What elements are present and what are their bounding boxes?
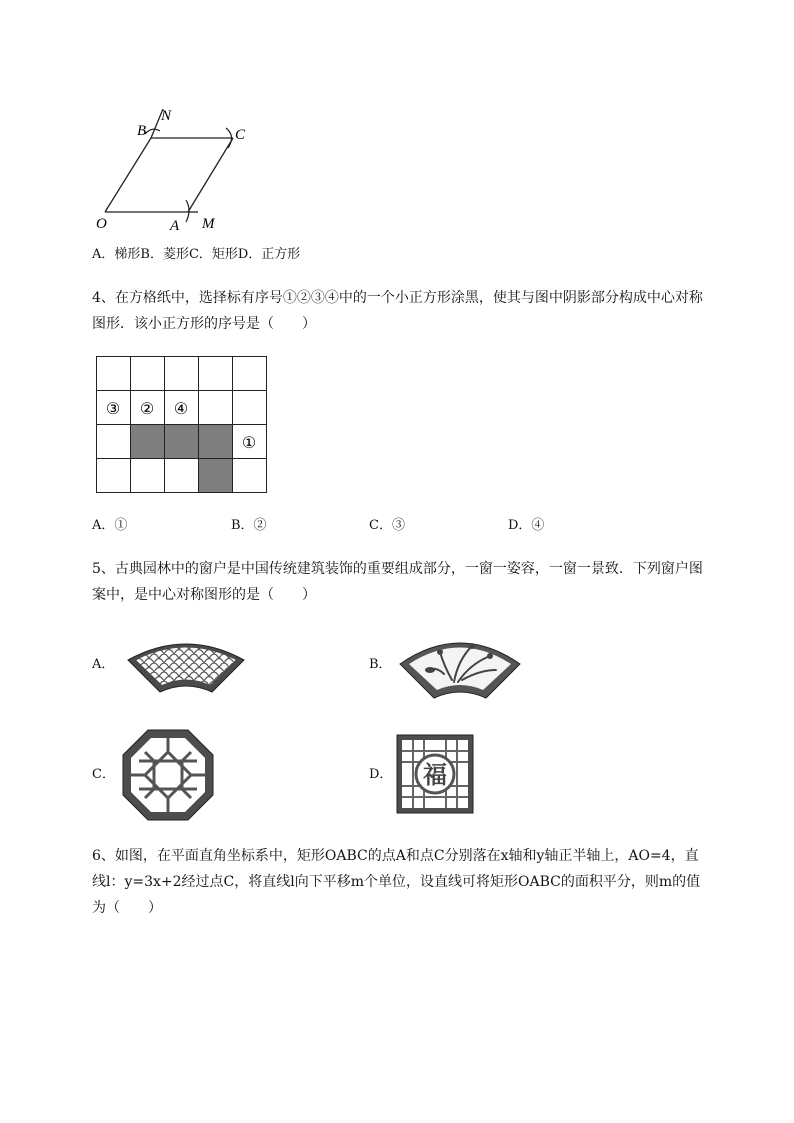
q6-stem-line3: 为（ ） — [92, 900, 162, 916]
octagon-window-lattice-image — [121, 728, 215, 822]
grid-mark-4: ④ — [173, 399, 189, 418]
grid-mark-3: ③ — [105, 399, 121, 418]
shaded-cell — [130, 424, 164, 458]
square-window-fu-image — [396, 734, 474, 814]
fu-character: 福 — [423, 760, 447, 789]
q6-stem-line2: 线l：y=3x+2经过点C，将直线l向下平移m个单位，设直线可将矩形OABC的面积平分，则m的值 — [92, 874, 701, 890]
fan-window-scales-image — [124, 636, 248, 694]
q5-option-d-label: D． — [369, 767, 393, 782]
q4-option-d: D．④ — [508, 518, 545, 533]
shaded-cell — [164, 424, 198, 458]
shaded-cell — [198, 458, 232, 492]
label-C: C — [235, 127, 246, 143]
q4-option-a: A．① — [92, 518, 128, 533]
q5-stem-line1: 5、古典园林中的窗户是中国传统建筑装饰的重要组成部分，一窗一姿容，一窗一景致．下列窗户图 — [92, 561, 703, 577]
label-O: O — [96, 216, 107, 232]
label-B: B — [137, 123, 147, 139]
label-A: A — [170, 218, 180, 234]
grid-mark-1: ① — [241, 433, 257, 452]
q6-stem-line1: 6、如图，在平面直角坐标系中，矩形OABC的点A和点C分别落在x轴和y轴正半轴上，AO=4，直 — [92, 848, 699, 864]
side-OB-line — [105, 138, 151, 212]
q4-stem-line1: 4、在方格纸中，选择标有序号①②③④中的一个小正方形涂黑，使其与图中阴影部分构成中心对称 — [92, 290, 703, 306]
fan-window-plant-image — [396, 630, 524, 700]
q4-stem-line2: 图形．该小正方形的序号是（ ） — [92, 316, 316, 332]
q5-option-a-label: A． — [92, 657, 115, 672]
q3-options: A．梯形B．菱形C．矩形D．正方形 — [92, 247, 301, 262]
q4-option-c: C．③ — [369, 518, 405, 533]
q5-stem-line2: 案中，是中心对称图形的是（ ） — [92, 587, 316, 603]
rhombus-construction-figure — [90, 100, 250, 235]
arc-mark-A — [186, 200, 189, 222]
q4-grid-figure — [96, 356, 268, 494]
side-AC-line — [188, 138, 233, 212]
q5-option-c-label: C． — [92, 767, 115, 782]
label-M: M — [202, 216, 215, 232]
q5-option-b-label: B． — [369, 657, 392, 672]
grid-lines — [96, 356, 267, 493]
label-N: N — [161, 108, 172, 124]
shaded-cell — [198, 424, 232, 458]
q4-option-b: B．② — [231, 518, 267, 533]
grid-mark-2: ② — [139, 399, 155, 418]
